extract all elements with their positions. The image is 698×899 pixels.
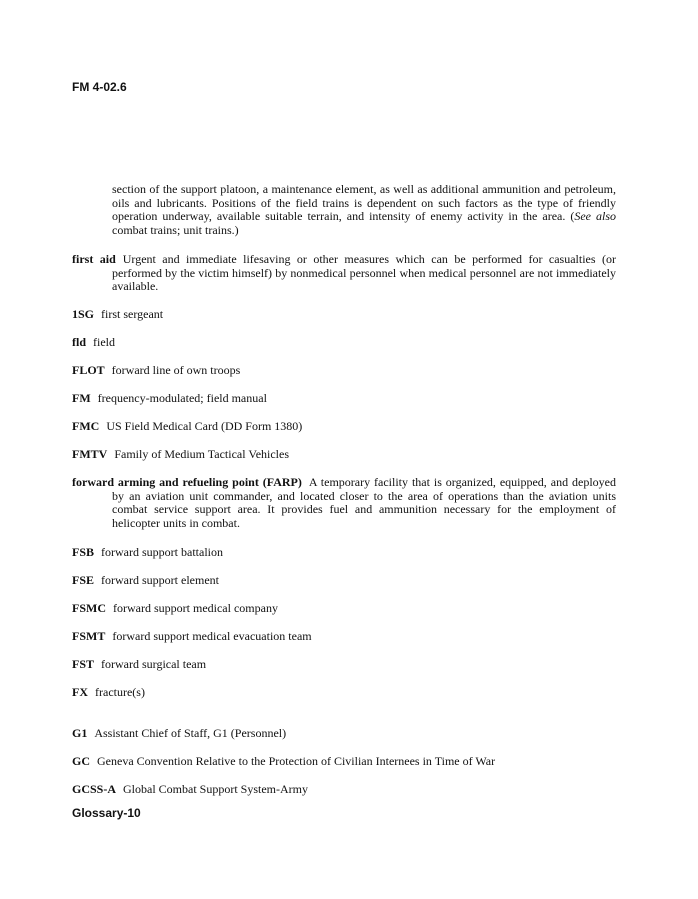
glossary-entry-fld — [72, 336, 616, 350]
glossary-definition: Assistant Chief of Staff, G1 (Personnel) — [94, 726, 287, 740]
glossary-term: FLOT — [72, 363, 105, 377]
glossary-definition: Global Combat Support System-Army — [123, 782, 309, 796]
manual-id-header: FM 4-02.6 — [72, 80, 127, 94]
glossary-definition: field — [93, 335, 116, 349]
glossary-term: FSMC — [72, 601, 106, 615]
see-also-italic: See also — [574, 209, 617, 224]
glossary-term: GC — [72, 754, 90, 768]
glossary-entry-fmtv — [72, 448, 616, 462]
glossary-entry-flot — [72, 364, 616, 378]
glossary-entry-fse — [72, 574, 616, 588]
glossary-term: 1SG — [72, 307, 95, 321]
glossary-definition: Urgent and immediate lifesaving or other measures which can be performed for casualties (or performed by the victim himself) by nonmedical personnel when medical personnel are not immediately available. — [112, 252, 616, 294]
glossary-entry-fsb — [72, 546, 616, 560]
glossary-entry-fst — [72, 658, 616, 672]
glossary-term: FM — [72, 391, 91, 405]
glossary-entry-fx — [72, 686, 616, 700]
glossary-definition: forward support medical evacuation team — [112, 629, 312, 643]
glossary-entry-1sg — [72, 308, 616, 322]
glossary-term: FMC — [72, 419, 100, 433]
glossary-definition: forward surgical team — [101, 657, 207, 671]
continued-text-part-1: section of the support platoon, a maintenance element, as well as additional ammunition and petroleum, oils and lubricants. Positions of the field trains is dependent on such factors as the type of friendly operation underway, available suitable terrain, and intensity of enemy activity in the area. ( — [112, 182, 616, 224]
glossary-term: FSB — [72, 545, 95, 559]
glossary-entry-first-aid — [72, 253, 616, 294]
continued-text-part-2: combat trains; unit trains.) — [112, 223, 239, 238]
glossary-term: FST — [72, 657, 95, 671]
glossary-entry-gcss-a — [72, 783, 616, 797]
glossary-term: G1 — [72, 726, 88, 740]
glossary-definition: forward support battalion — [101, 545, 223, 559]
glossary-entry-fmc — [72, 420, 616, 434]
glossary-entry-fm — [72, 392, 616, 406]
glossary-definition: fracture(s) — [95, 685, 145, 699]
glossary-entry-farp — [72, 476, 616, 531]
glossary-definition: US Field Medical Card (DD Form 1380) — [106, 419, 303, 433]
glossary-term: GCSS-A — [72, 782, 117, 796]
glossary-entry-fsmt — [72, 630, 616, 644]
glossary-definition: forward support medical company — [113, 601, 278, 615]
glossary-definition: A temporary facility that is organized, equipped, and deployed by an aviation unit commander, and located closer to the area of operations than the aviation units combat service support area. It provides fuel and ammunition necessary for the employment of helicopter units in combat. — [112, 475, 616, 531]
glossary-entry-gc — [72, 755, 616, 769]
glossary-definition: forward line of own troops — [111, 363, 241, 377]
glossary-definition: frequency-modulated; field manual — [97, 391, 267, 405]
glossary-definition: first sergeant — [101, 307, 164, 321]
glossary-term: FMTV — [72, 447, 108, 461]
glossary-term: forward arming and refueling point (FARP) — [72, 475, 302, 489]
glossary-entry-g1 — [72, 727, 616, 741]
continued-definition — [112, 183, 616, 238]
glossary-term: FSE — [72, 573, 95, 587]
page-number-footer: Glossary-10 — [72, 806, 141, 820]
glossary-definition: forward support element — [101, 573, 219, 587]
glossary-term: FSMT — [72, 629, 106, 643]
glossary-definition: Geneva Convention Relative to the Protection of Civilian Internees in Time of War — [97, 754, 496, 768]
glossary-entry-fsmc — [72, 602, 616, 616]
glossary-definition: Family of Medium Tactical Vehicles — [114, 447, 290, 461]
glossary-term: fld — [72, 335, 87, 349]
glossary-term: FX — [72, 685, 88, 699]
glossary-term: first aid — [72, 252, 116, 266]
